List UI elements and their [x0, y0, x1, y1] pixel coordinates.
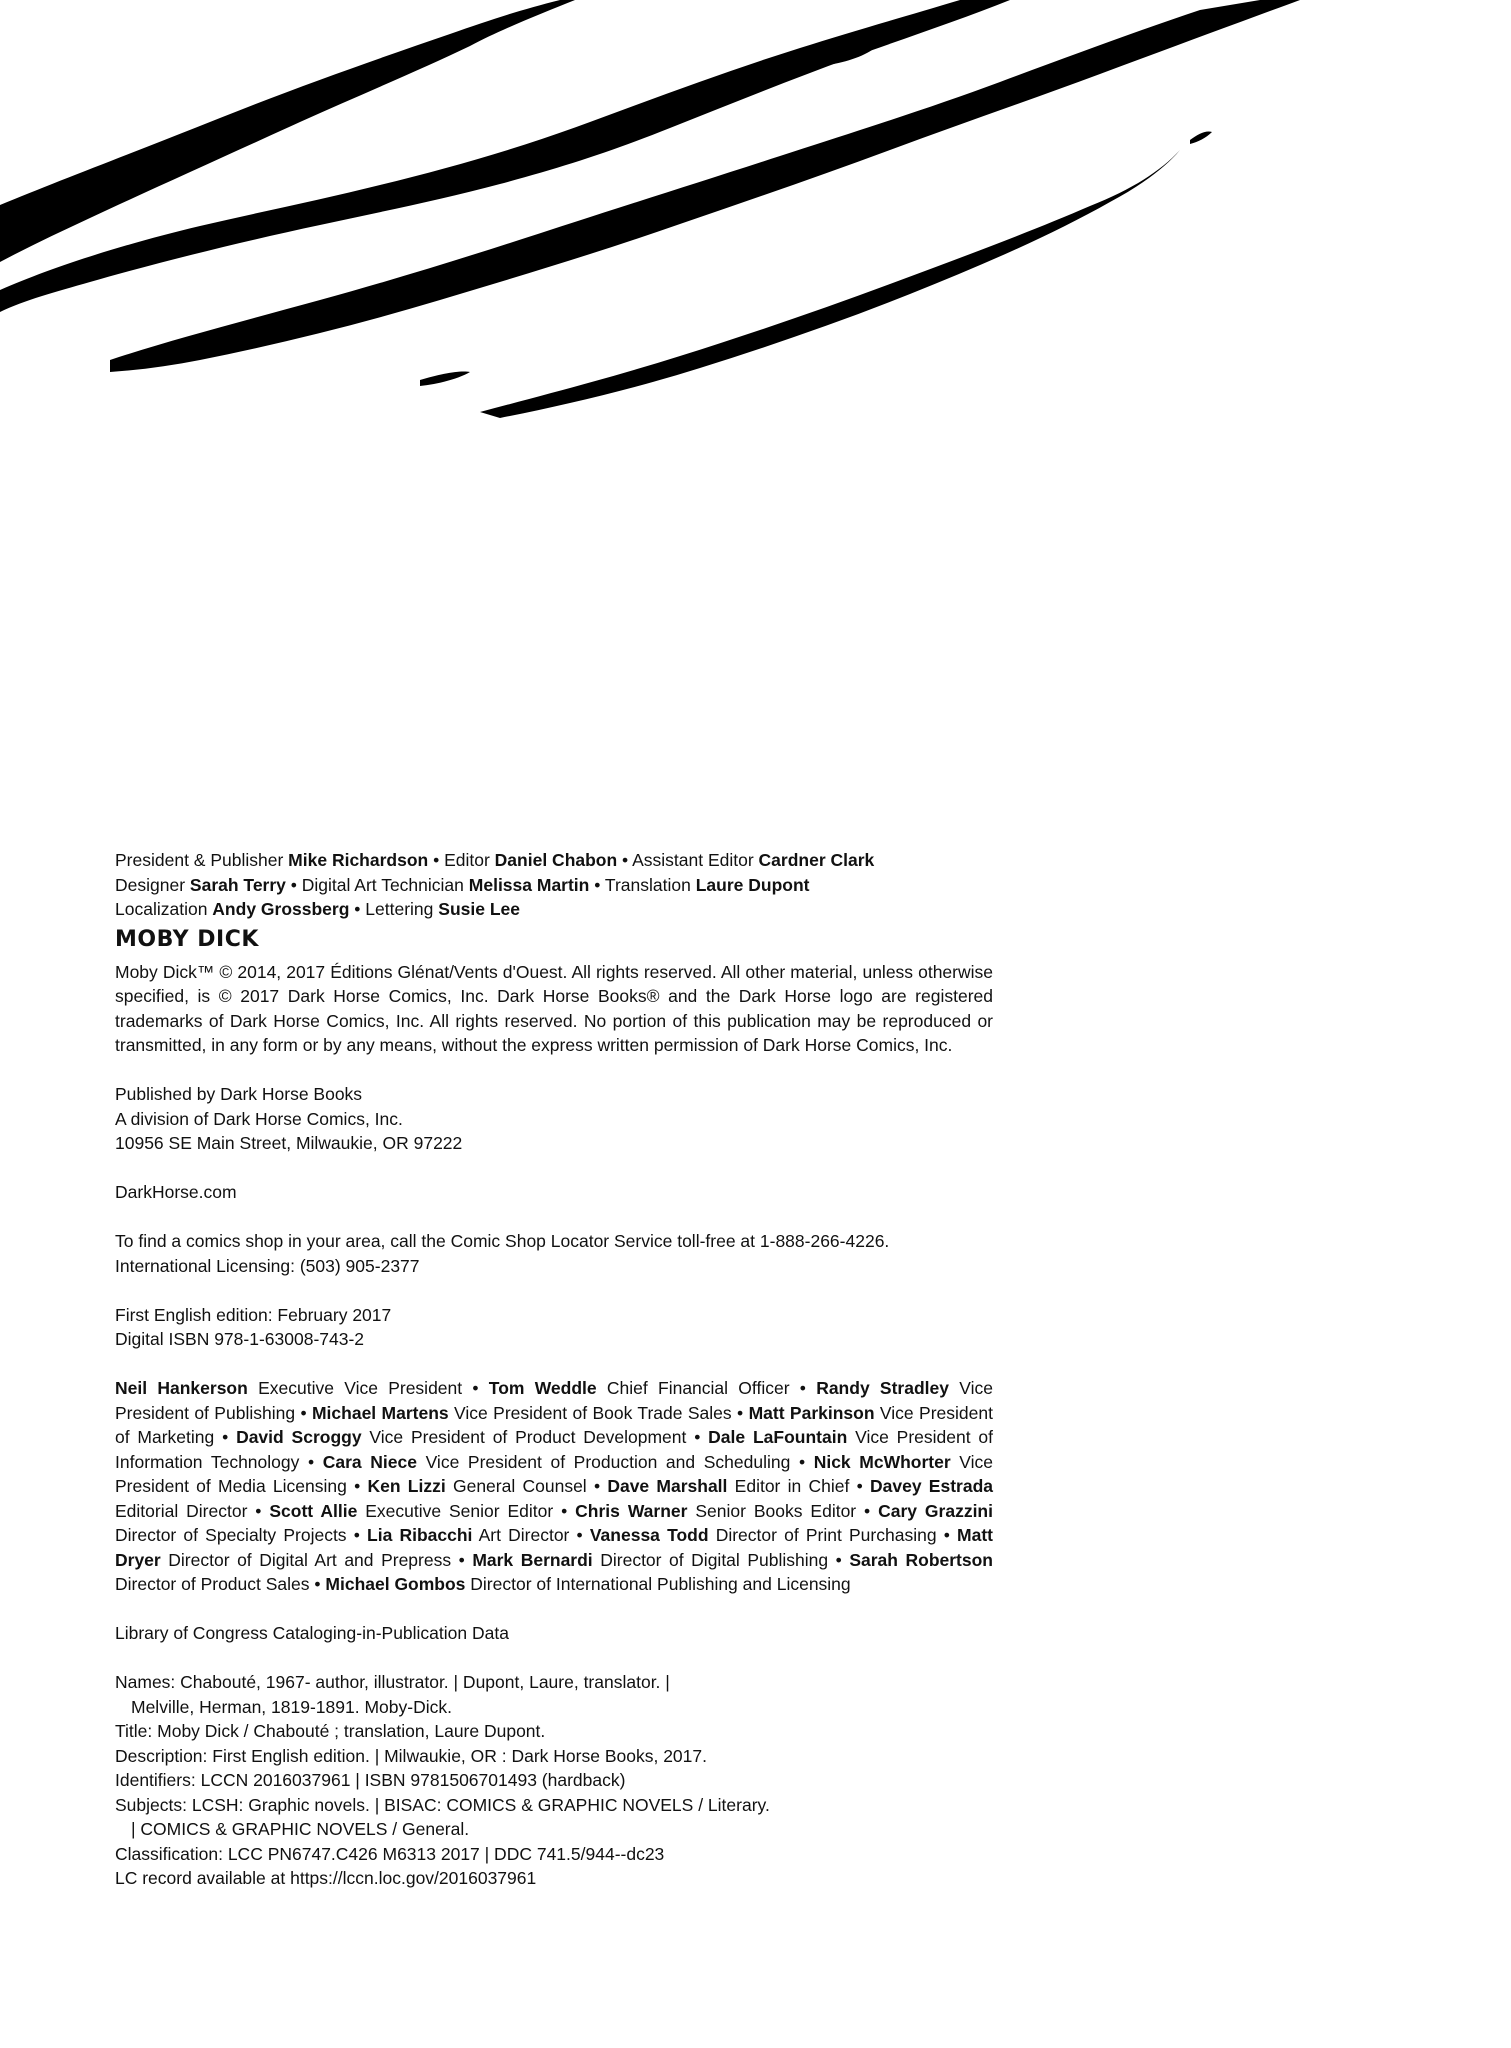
staff-name: Randy Stradley	[816, 1378, 949, 1398]
staff-name: Dale LaFountain	[708, 1427, 848, 1447]
credit-name: Andy Grossberg	[212, 899, 350, 919]
colophon	[115, 848, 993, 1891]
publisher-line: Published by Dark Horse Books	[115, 1084, 363, 1104]
claw-slash-artwork	[0, 0, 1511, 420]
credit-role: Digital Art Technician	[301, 874, 464, 895]
staff-title: Vice President of Marketing	[115, 1402, 993, 1447]
slash-stroke-4	[480, 150, 1180, 418]
staff-title: Vice President of Book Trade Sales	[448, 1402, 732, 1423]
cip-line: Subjects: LCSH: Graphic novels. | BISAC: COMICS & GRAPHIC NOVELS / Literary.	[115, 1794, 770, 1815]
credit-role: Translation	[604, 874, 691, 895]
staff-name: Michael Martens	[311, 1402, 449, 1423]
cip-data	[115, 1670, 993, 1891]
cip-line: Title: Moby Dick / Chabouté ; translation, Laure Dupont.	[115, 1721, 546, 1741]
staff-name: Matt Dryer	[115, 1525, 993, 1570]
staff-title: Director of Specialty Projects	[115, 1525, 347, 1545]
credit-role: Lettering	[365, 899, 434, 919]
staff-name: Michael Gombos	[325, 1574, 466, 1594]
cip-line: Names: Chabouté, 1967- author, illustrator. | Dupont, Laure, translator. |	[115, 1672, 670, 1692]
staff-title: Editor in Chief	[727, 1476, 850, 1496]
edition-info: First English edition: February 2017	[115, 1304, 392, 1325]
staff-title: Executive Vice President	[247, 1378, 463, 1398]
staff-name: David Scroggy	[236, 1427, 362, 1447]
staff-title: Vice President of Product Development	[361, 1427, 687, 1447]
staff-name: Cara Niece	[322, 1451, 417, 1472]
copyright-notice: Moby Dick™ © 2014, 2017 Éditions Glénat/Vents d'Ouest. All rights reserved. All other material, unless otherwise specified, is © 2017 Dark Horse Comics, Inc. Dark Horse Books® and the Dark Horse logo are registered trademarks of Dark Horse Comics, Inc. All rights reserved. No portion of this publication may be reproduced or transmitted, in any form or by any means, without the express written permission of Dark Horse Comics, Inc.	[115, 961, 993, 1055]
staff-title: Chief Financial Officer	[596, 1378, 790, 1398]
staff-title: Vice President of Production and Scheduling	[416, 1451, 791, 1472]
staff-name: Dave Marshall	[607, 1476, 728, 1496]
credit-role: Designer	[115, 874, 186, 895]
credits-line-2: Designer Sarah Terry • Digital Art Technician Melissa Martin • Translation Laure Dupont	[115, 874, 810, 895]
moby-dick-logo: MOBY DICK	[115, 926, 259, 952]
staff-title: Director of Product Sales	[115, 1574, 310, 1594]
publisher-address: 10956 SE Main Street, Milwaukie, OR 97222	[115, 1133, 463, 1153]
credit-name: Melissa Martin	[468, 874, 590, 895]
staff-name: Chris Warner	[575, 1500, 688, 1521]
staff-name: Davey Estrada	[869, 1476, 993, 1496]
international-licensing: International Licensing: (503) 905-2377	[115, 1255, 420, 1276]
credit-name: Daniel Chabon	[494, 850, 618, 870]
credits-line-1: President & Publisher Mike Richardson • Editor Daniel Chabon • Assistant Editor Cardner Clark	[115, 850, 875, 870]
credit-name: Cardner Clark	[758, 850, 875, 870]
staff-name: Neil Hankerson	[115, 1378, 248, 1398]
staff-name: Sarah Robertson	[849, 1549, 993, 1570]
slash-stroke-3	[110, 0, 1300, 372]
credits-line-3: Localization Andy Grossberg • Lettering Susie Lee	[115, 899, 520, 919]
staff-title: Director of Digital Art and Prepress	[160, 1549, 452, 1570]
staff-title: Director of International Publishing and Licensing	[465, 1574, 851, 1594]
staff-title: Art Director	[472, 1525, 570, 1545]
digital-isbn: Digital ISBN 978-1-63008-743-2	[115, 1329, 365, 1349]
comic-shop-locator: To find a comics shop in your area, call the Comic Shop Locator Service toll-free at 1-888-266-4226.	[115, 1231, 890, 1251]
staff-name: Lia Ribacchi	[367, 1525, 473, 1545]
cip-line: Identifiers: LCCN 2016037961 | ISBN 9781506701493 (hardback)	[115, 1770, 626, 1790]
staff-title: Vice President of Media Licensing	[115, 1451, 994, 1496]
staff-title: Vice President of Publishing	[115, 1378, 993, 1423]
cip-heading: Library of Congress Cataloging-in-Publication Data	[115, 1623, 509, 1643]
credit-name: Mike Richardson	[288, 850, 429, 870]
staff-title: Vice President of Information Technology	[115, 1427, 994, 1472]
credit-name: Laure Dupont	[695, 874, 810, 895]
cip-line: | COMICS & GRAPHIC NOVELS / General.	[131, 1819, 470, 1839]
staff-name: Cary Grazzini	[878, 1500, 993, 1521]
staff-name: Mark Bernardi	[472, 1549, 593, 1570]
staff-title: Director of Digital Publishing	[592, 1549, 829, 1570]
credit-name: Susie Lee	[438, 899, 520, 919]
staff-name: Ken Lizzi	[367, 1476, 446, 1496]
cip-line: LC record available at https://lccn.loc.gov/2016037961	[115, 1868, 537, 1888]
credit-role: Editor	[444, 850, 490, 870]
cip-line: Classification: LCC PN6747.C426 M6313 2017 | DDC 741.5/944--dc23	[115, 1843, 665, 1864]
slash-splatter	[420, 49, 1212, 386]
credit-role: Localization	[115, 899, 208, 919]
staff-name: Scott Allie	[269, 1500, 358, 1521]
credit-role: President & Publisher	[115, 850, 284, 870]
staff-name: Matt Parkinson	[748, 1402, 875, 1423]
credit-role: Assistant Editor	[632, 850, 754, 870]
staff-list: Neil Hankerson Executive Vice President • Tom Weddle Chief Financial Officer • Randy Stradley Vice President of Publishing • Michael Martens Vice President of Book Trade Sales • Matt Parkinson Vice President of Marketing • David Scroggy Vice President of Product Development • Dale LaFountain Vice President of Information Technology • Cara Niece Vice President of Production and Scheduling • Nick McWhorter Vice President of Media Licensing • Ken Lizzi General Counsel • Dave Marshall Editor in Chief • Davey Estrada Editorial Director • Scott Allie Executive Senior Editor • Chris Warner Senior Books Editor • Cary Grazzini Director of Specialty Projects • Lia Ribacchi Art Director • Vanessa Todd Director of Print Purchasing • Matt Dryer Director of Digital Art and Prepress • Mark Bernardi Director of Digital Publishing • Sarah Robertson Director of Product Sales • Michael Gombos Director of International Publishing and Licensing	[115, 1378, 994, 1594]
staff-title: Executive Senior Editor	[357, 1500, 554, 1521]
staff-name: Vanessa Todd	[589, 1525, 709, 1545]
website-link[interactable]: DarkHorse.com	[115, 1182, 237, 1202]
staff-title: Editorial Director	[115, 1500, 248, 1521]
staff-title: Senior Books Editor	[687, 1500, 857, 1521]
credit-name: Sarah Terry	[189, 874, 286, 895]
publisher-division: A division of Dark Horse Comics, Inc.	[115, 1108, 403, 1129]
staff-name: Tom Weddle	[488, 1378, 597, 1398]
cip-line: Melville, Herman, 1819-1891. Moby-Dick.	[131, 1696, 452, 1717]
staff-title: Director of Print Purchasing	[708, 1525, 937, 1545]
cip-line: Description: First English edition. | Milwaukie, OR : Dark Horse Books, 2017.	[115, 1745, 707, 1766]
staff-title: General Counsel	[445, 1476, 587, 1496]
staff-name: Nick McWhorter	[813, 1451, 951, 1472]
